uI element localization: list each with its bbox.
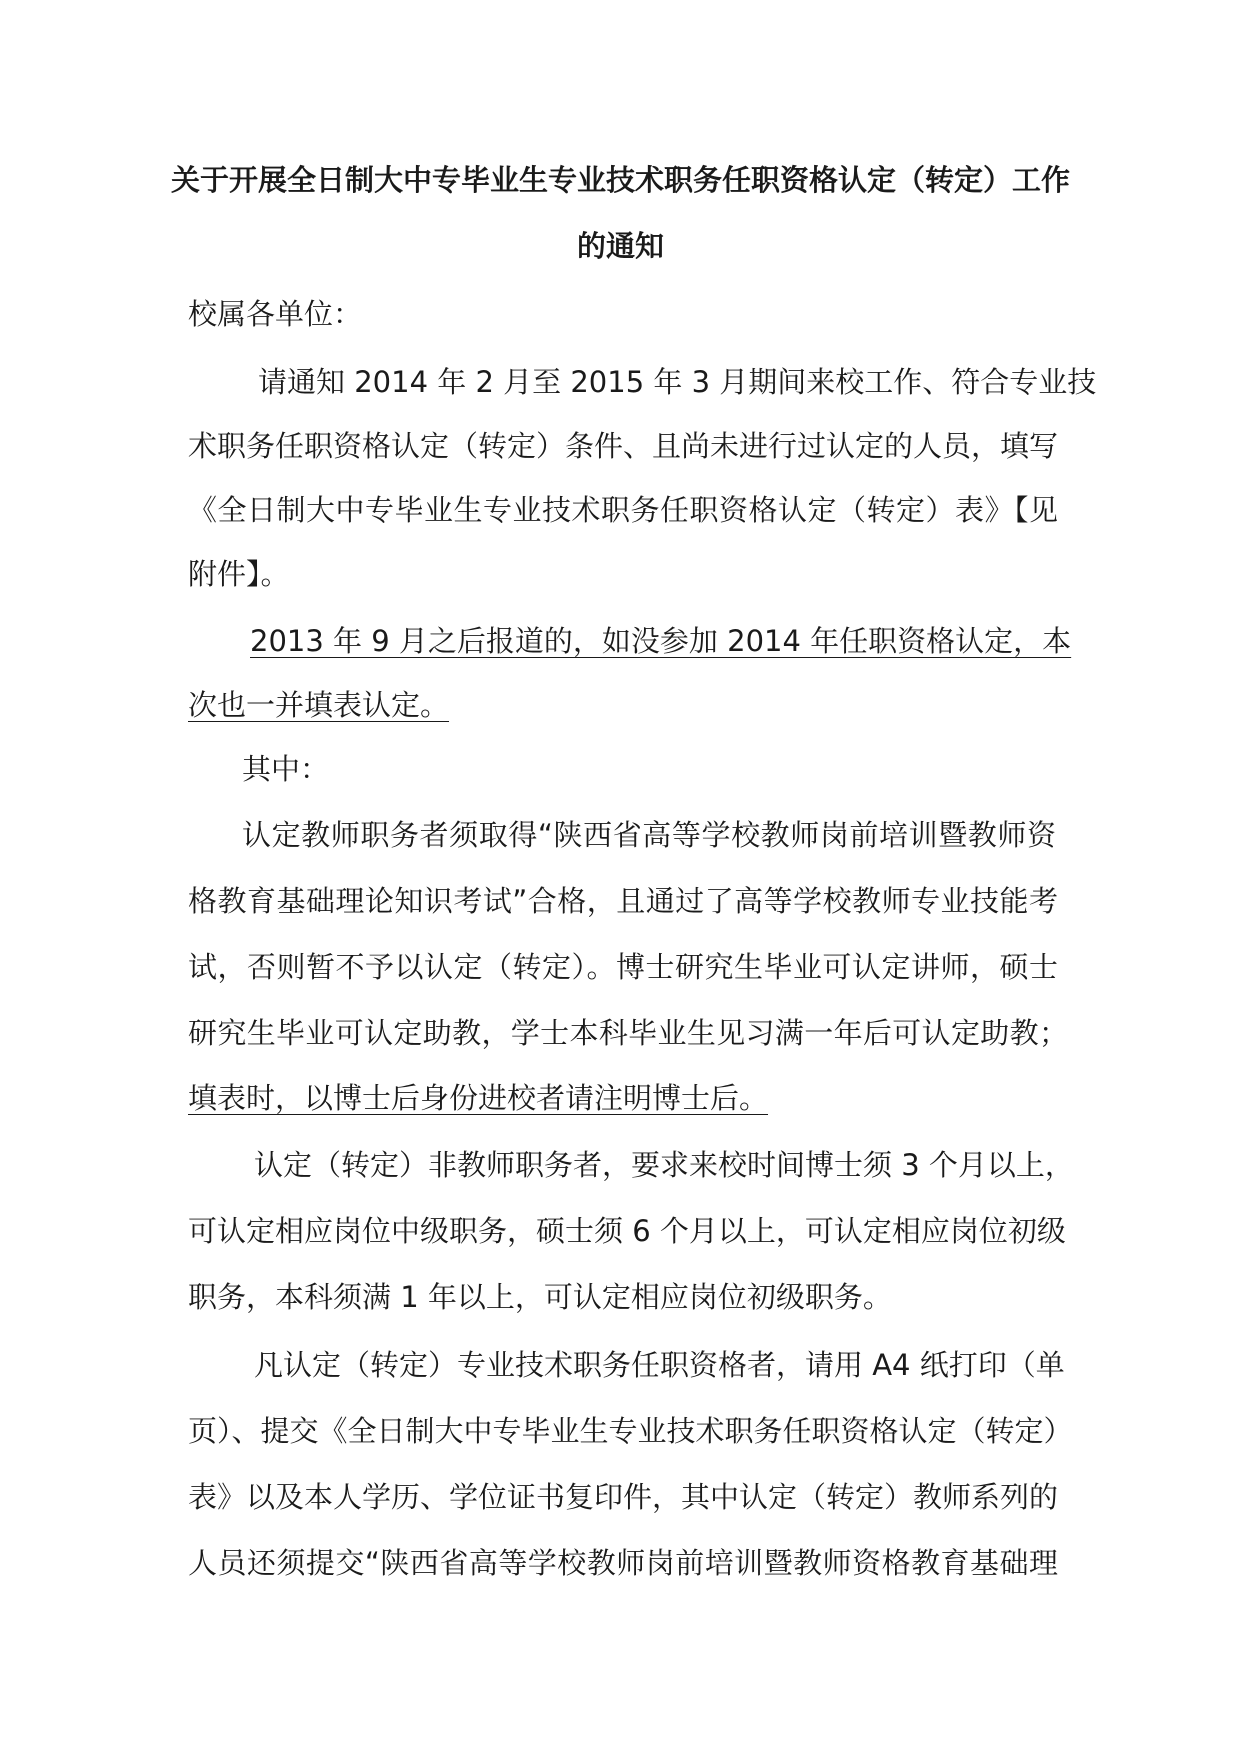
paragraph-1-line-1: 请通知 2014 年 2 月至 2015 年 3 月期间来校工作、符合专业技 [258, 365, 1097, 399]
paragraph-6-line-3: 表》以及本人学历、学位证书复印件，其中认定（转定）教师系列的 [188, 1480, 1059, 1514]
paragraph-5-line-1: 认定（转定）非教师职务者，要求来校时间博士须 3 个月以上， [254, 1148, 1074, 1182]
paragraph-1-line-4: 附件】。 [188, 557, 290, 591]
paragraph-6-line-4: 人员还须提交“陕西省高等学校教师岗前培训暨教师资格教育基础理 [188, 1546, 1058, 1580]
document-title-line-2: 的通知 [576, 229, 664, 263]
paragraph-2-line-2: 次也一并填表认定。 [188, 688, 450, 722]
paragraph-4-line-3: 试，否则暂不予以认定（转定）。博士研究生毕业可认定讲师，硕士 [188, 950, 1058, 984]
salutation: 校属各单位： [188, 297, 363, 331]
paragraph-4-line-4: 研究生毕业可认定助教，学士本科毕业生见习满一年后可认定助教； [188, 1016, 1068, 1050]
paragraph-1-line-2: 术职务任职资格认定（转定）条件、且尚未进行过认定的人员，填写 [188, 429, 1059, 463]
paragraph-1-line-3: 《全日制大中专毕业生专业技术职务任职资格认定（转定）表》【见 [188, 493, 1058, 527]
paragraph-4-line-5: 填表时，以博士后身份进校者请注明博士后。 [188, 1081, 769, 1115]
paragraph-3: 其中： [242, 752, 330, 786]
paragraph-4-line-1: 认定教师职务者须取得“陕西省高等学校教师岗前培训暨教师资 [242, 818, 1056, 852]
paragraph-4-line-2: 格教育基础理论知识考试”合格，且通过了高等学校教师专业技能考 [188, 884, 1058, 918]
document-title-line-1: 关于开展全日制大中专毕业生专业技术职务任职资格认定（转定）工作 [170, 163, 1070, 197]
paragraph-6-line-2: 页）、提交《全日制大中专毕业生专业技术职务任职资格认定（转定） [188, 1414, 1073, 1448]
paragraph-6-line-1: 凡认定（转定）专业技术职务任职资格者，请用 A4 纸打印（单 [254, 1348, 1065, 1382]
paragraph-2-line-1: 2013 年 9 月之后报道的，如没参加 2014 年任职资格认定，本 [250, 624, 1072, 658]
paragraph-5-line-2: 可认定相应岗位中级职务，硕士须 6 个月以上，可认定相应岗位初级 [188, 1214, 1066, 1248]
paragraph-5-line-3: 职务，本科须满 1 年以上，可认定相应岗位初级职务。 [188, 1280, 892, 1314]
